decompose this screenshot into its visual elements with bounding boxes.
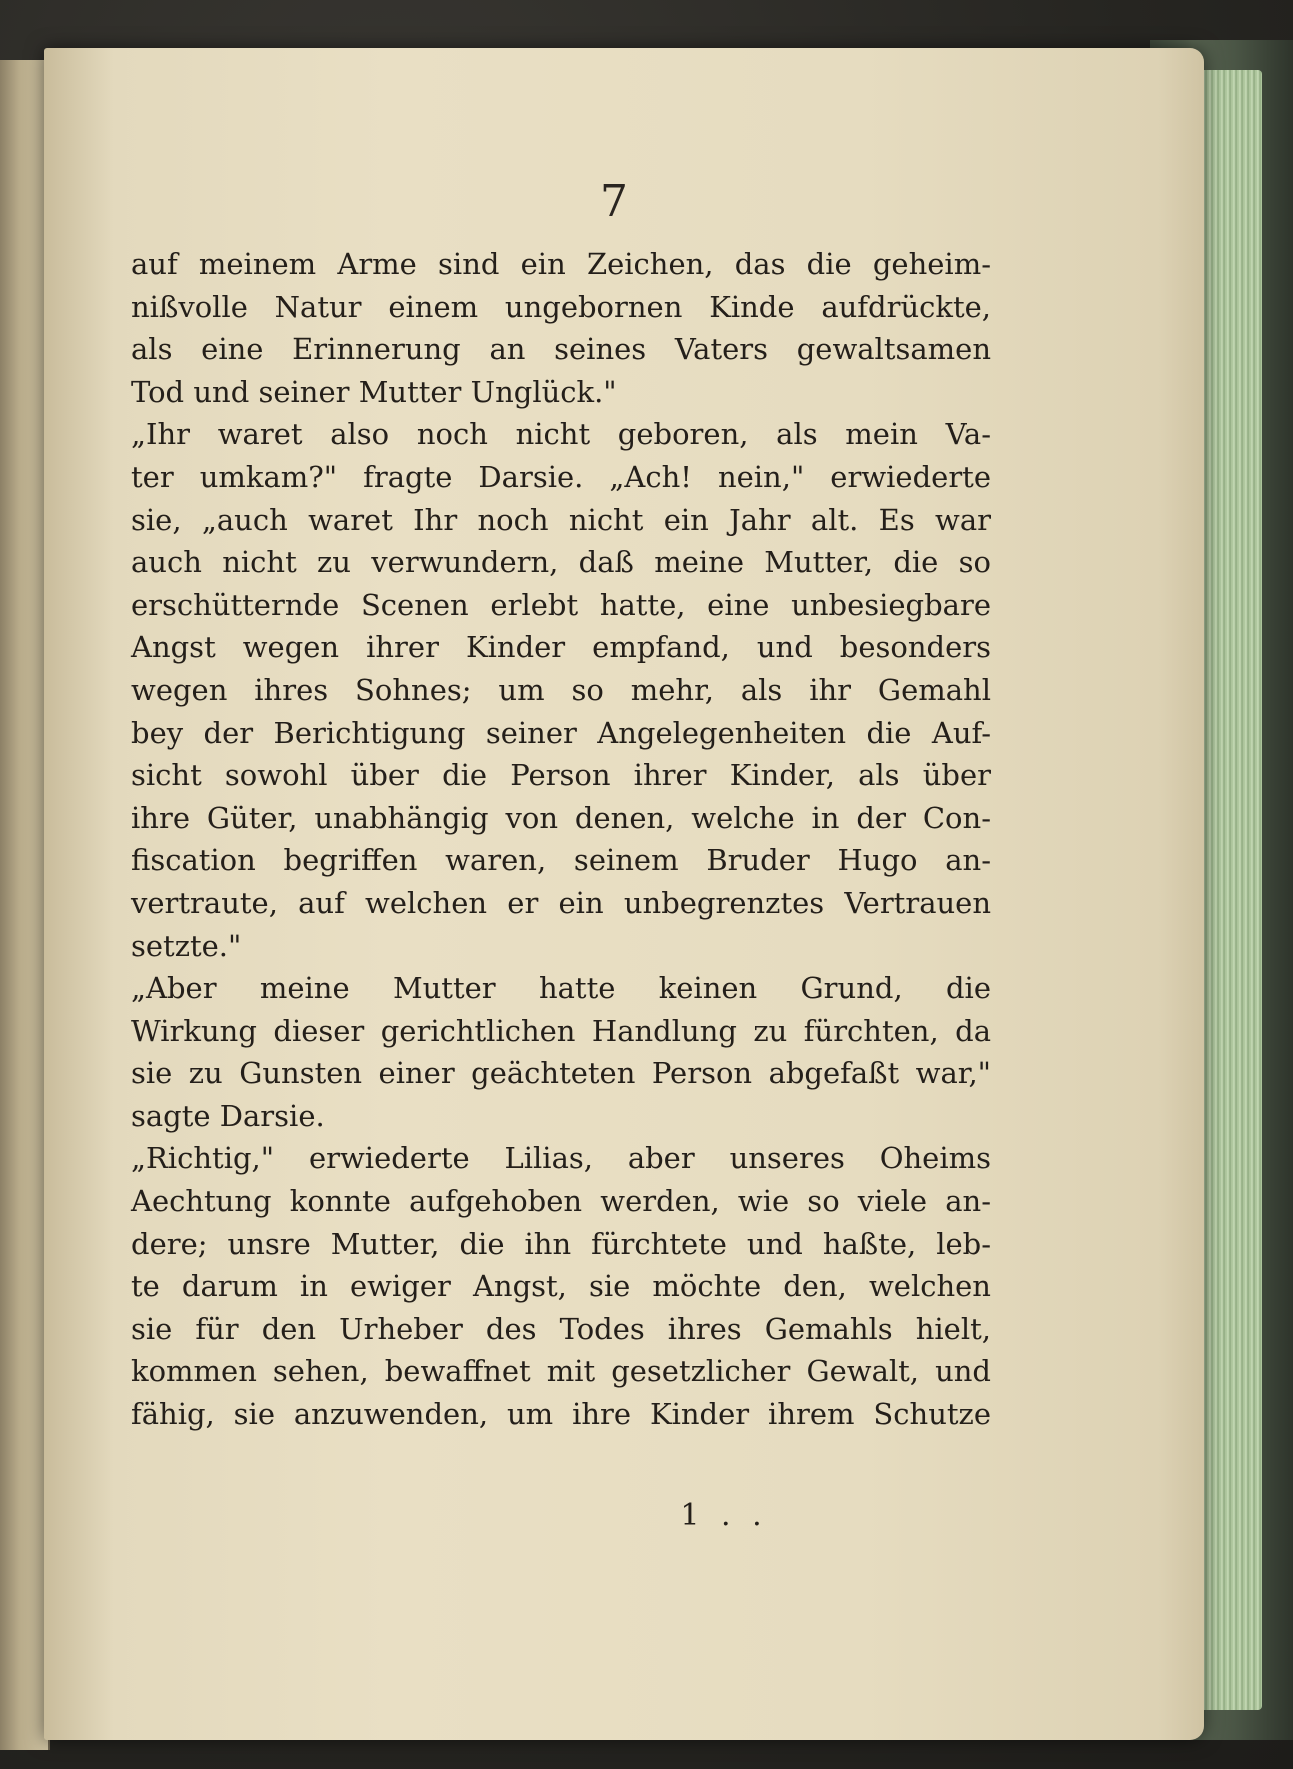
text-line: wegen ihres Sohnes; um so mehr, als ihr Gemahl (131, 672, 991, 707)
text-line: als eine Erinnerung an seines Vaters gewaltsamen (131, 332, 991, 367)
signature-mark: 1 . . (680, 1498, 768, 1533)
text-line: Tod und seiner Mutter Unglück." (131, 374, 617, 409)
text-line: sicht sowohl über die Person ihrer Kinder, als über (131, 758, 991, 793)
text-line: bey der Berichtigung seiner Angelegenheiten die Auf- (131, 715, 991, 750)
text-line: auf meinem Arme sind ein Zeichen, das die geheim- (131, 247, 991, 281)
text-line: sie für den Urheber des Todes ihres Gemahls hielt, (131, 1311, 991, 1346)
text-line: sie zu Gunsten einer geächteten Person abgefaßt war," (131, 1056, 991, 1091)
text-line: ter umkam?" fragte Darsie. „Ach! nein," erwiederte (131, 459, 991, 494)
book-page (44, 48, 1204, 1740)
text-line: sagte Darsie. (131, 1098, 325, 1133)
text-line: nißvolle Natur einem ungebornen Kinde aufdrückte, (131, 289, 991, 324)
text-line: fähig, sie anzuwenden, um ihre Kinder ihrem Schutze (131, 1397, 991, 1432)
page-body-text (131, 243, 991, 1436)
text-line: sie, „auch waret Ihr noch nicht ein Jahr alt. Es war (131, 502, 991, 537)
text-line: te darum in ewiger Angst, sie möchte den, welchen (131, 1269, 991, 1304)
text-line: Aechtung konnte aufgehoben werden, wie so viele an- (131, 1184, 991, 1219)
text-line: Wirkung dieser gerichtlichen Handlung zu fürchten, da (131, 1013, 991, 1048)
text-line: auch nicht zu verwundern, daß meine Mutter, die so (131, 545, 991, 580)
text-line: ihre Güter, unabhängig von denen, welche in der Con- (131, 800, 991, 835)
text-line: Angst wegen ihrer Kinder empfand, und besonders (131, 630, 991, 665)
text-line: erschütternde Scenen erlebt hatte, eine unbesiegbare (131, 587, 991, 622)
text-line: vertraute, auf welchen er ein unbegrenztes Vertrauen (131, 885, 991, 920)
text-line: kommen sehen, bewaffnet mit gesetzlicher Gewalt, und (131, 1354, 991, 1389)
text-line: „Aber meine Mutter hatte keinen Grund, die (131, 971, 991, 1006)
text-line: setzte." (131, 928, 242, 963)
text-line: „Ihr waret also noch nicht geboren, als mein Va- (131, 417, 991, 452)
text-line: fiscation begriffen waren, seinem Bruder Hugo an- (131, 843, 991, 878)
page-number: 7 (600, 176, 628, 227)
facing-page-edge (0, 60, 50, 1750)
text-line: dere; unsre Mutter, die ihn fürchtete und haßte, leb- (131, 1226, 991, 1261)
text-line: „Richtig," erwiederte Lilias, aber unseres Oheims (131, 1141, 991, 1176)
